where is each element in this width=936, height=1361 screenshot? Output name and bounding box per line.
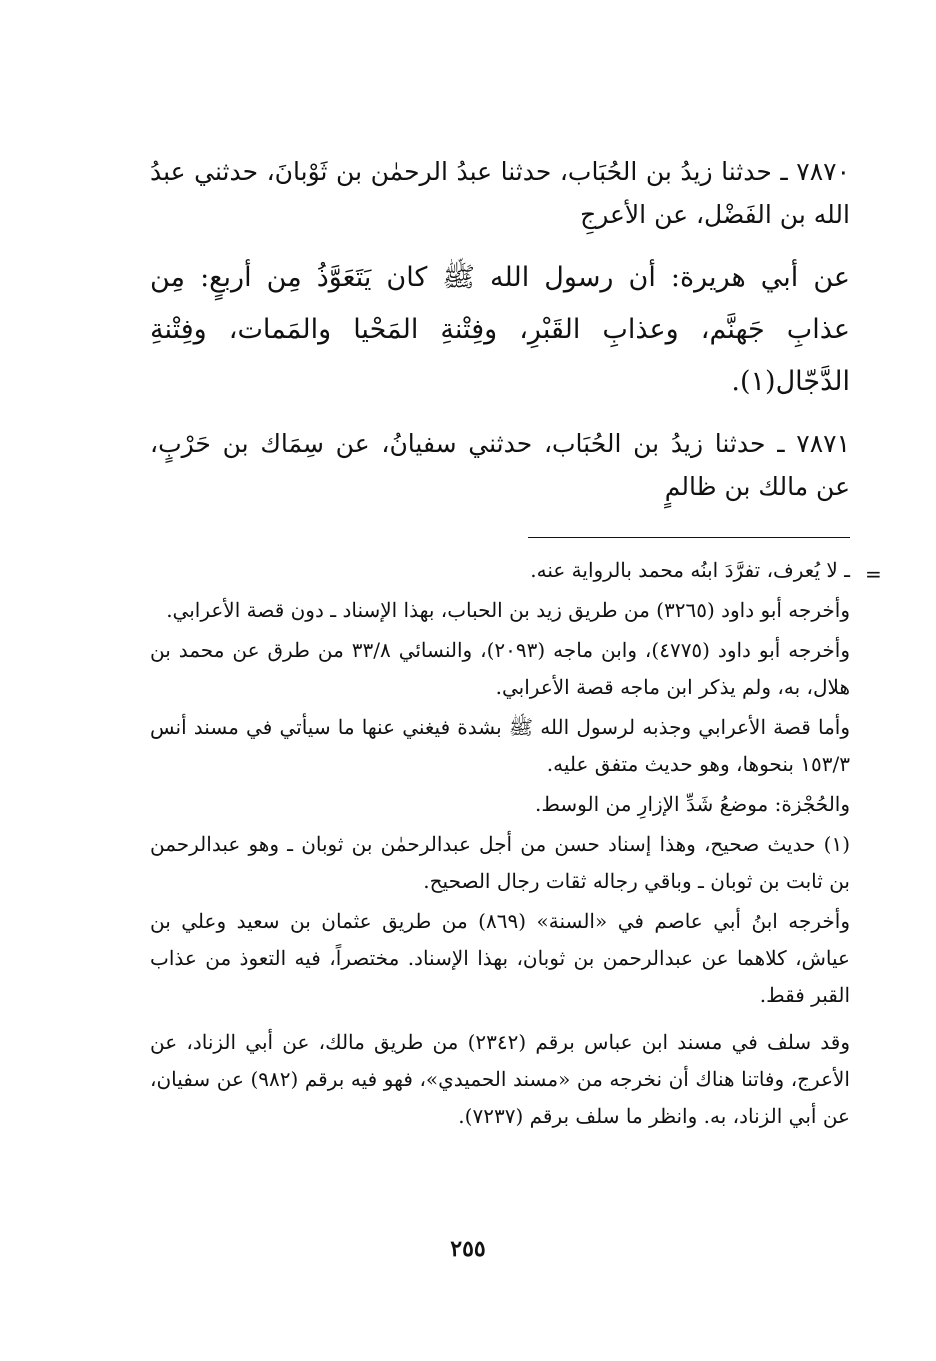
footnote-1-takhrij: وأخرجه ابنُ أبي عاصم في «السنة» (٨٦٩) من طريق عثمان بن سعيد وعلي بن عياش، كلاهما عن عبدالرحمن بن ثوبان، بهذا الإسناد. مختصراً، فيه التعوذ من عذاب القبر فقط. — [150, 909, 850, 1007]
footnote-line: وأخرجه أبو داود (٤٧٧٥)، وابن ماجه (٢٠٩٣)، والنسائي ٣٣/٨ من طرق عن محمد بن هلال، به، ولم يذكر ابن ماجه قصة الأعرابي. — [150, 638, 850, 699]
continuation-mark: = — [865, 562, 882, 586]
hadith-7870-isnad: ٧٨٧٠ ـ حدثنا زيدُ بن الحُبَاب، حدثنا عبدُ الرحمٰن بن ثَوْبانَ، حدثني عبدُ الله بن الفَضْل، عن الأعرجِ — [150, 157, 850, 229]
footnote-1-cross-reference: وقد سلف في مسند ابن عباس برقم (٢٣٤٢) من طريق مالك، عن أبي الزناد، عن الأعرج، وفاتنا هناك أن نخرجه من «مسند الحميدي»، فهو فيه برقم (٩٨٢) عن سفيان، عن أبي الزناد، به. وانظر ما سلف برقم (٧٢٣٧). — [150, 1030, 851, 1128]
footnote-divider — [528, 537, 850, 538]
hadith-7871-isnad: ٧٨٧١ ـ حدثنا زيدُ بن الحُبَاب، حدثني سفيانُ، عن سِمَاك بن حَرْبٍ، عن مالك بن ظالمٍ — [150, 429, 850, 501]
footnote-1: (١) حديث صحيح، وهذا إسناد حسن من أجل عبدالرحمٰن بن ثوبان ـ وهو عبدالرحمن بن ثابت بن ثوبان ـ وباقي رجاله ثقات رجال الصحيح. — [150, 832, 850, 893]
footnote-line: وأما قصة الأعرابي وجذبه لرسول الله ﷺ بشدة فيغني عنها ما سيأتي في مسند أنس ١٥٣/٣ بنحوها، وهو حديث متفق عليه. — [150, 715, 850, 776]
footnote-line: ـ لا يُعرف، تفرَّدَ ابنُه محمد بالرواية عنه. — [530, 558, 850, 582]
footnote-line: وأخرجه أبو داود (٣٢٦٥) من طريق زيد بن الحباب، بهذا الإسناد ـ دون قصة الأعرابي. — [166, 598, 850, 622]
hadith-7870-matn: عن أبي هريرة: أن رسول الله ﷺ كان يَتَعَوَّذُ مِن أربعٍ: مِن عذابِ جَهنَّم، وعذابِ القَبْرِ، وفِتْنةِ المَحْيا والمَمات، وفِتْنةِ الدَّجّال(١). — [150, 262, 850, 397]
footnotes — [150, 552, 850, 1138]
footnote-line: والحُجْزة: موضعُ شَدِّ الإزارِ من الوسط. — [535, 792, 850, 816]
main-text — [150, 150, 850, 524]
page-number: ٢٥٥ — [450, 1236, 486, 1262]
